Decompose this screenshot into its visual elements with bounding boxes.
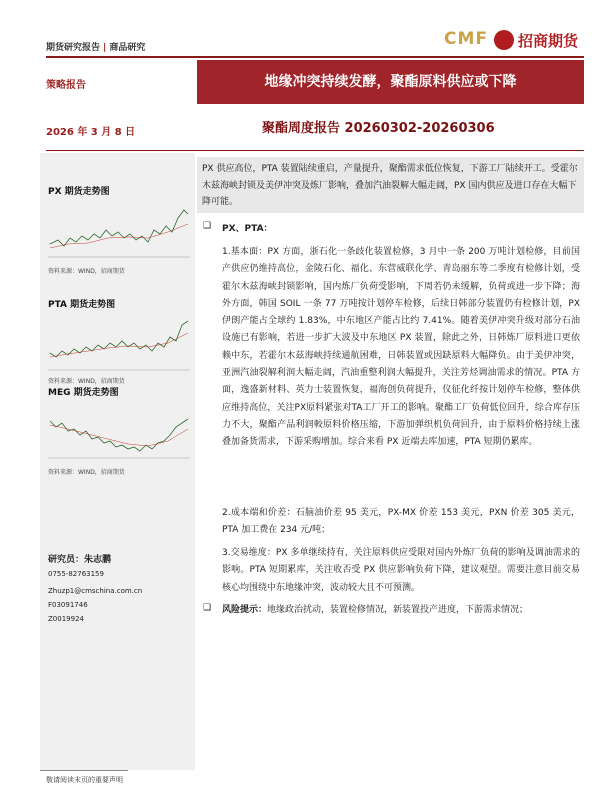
risk-paragraph [222, 602, 580, 619]
cost-spread-paragraph: 2.成本端和价差：石脑油价差 95 美元，PX-MX 价差 153 美元，PXN 价差 305 美元，PTA 加工费在 234 元/吨； [222, 508, 580, 536]
px-chart-source: 资料来源：WIND，招商期货 [48, 268, 125, 275]
header-rule [46, 56, 584, 58]
report-type-header [46, 40, 145, 53]
pta-futures-chart [48, 313, 190, 371]
certificate-number-2: Z0019924 [48, 615, 84, 623]
report-date: 2026 年 3 月 8 日 [46, 127, 136, 138]
disclaimer-note: 敬请阅读末页的重要声明 [46, 776, 123, 784]
footer-rule [40, 770, 128, 771]
meg-chart-title: MEG 期货走势图 [48, 388, 119, 398]
px-futures-chart [48, 200, 190, 258]
fundamentals-paragraph: 1.基本面：PX 方面，浙石化一条歧化装置检修，3 月中一条 200 万吨计划检修，目前国产供应仍维持高位，金陵石化、福化、东营威联化学、青岛丽东等二季度有检修计划，受霍尔木兹海峡封锁影响，国内炼厂负荷受影响，下周若仍未缓解，负荷或进一步下降；海外方面，韩国 SOIL 一条 77 万吨按计划停车检修，后续日韩部分装置仍有检修计划，PX 伊朗产能占全球约 1.83%，中东地区产能占比约 7.41%。随着美伊冲突升级对部分石油设施已有影响，若进一步扩大波及中东地区 PX 装置，除此之外，日韩炼厂原料进口更依赖中东，若霍尔木兹海峡持续通航困难，日韩装置或因缺原料大幅降负。由于美伊冲突，亚洲汽油裂解利润大幅走阔，汽油重整利润大幅提升，关注芳烃调油需求的情况。PTA 方面，逸盛新材料、英力士装置恢复，福海创负荷提升，仪征化纤按计划停车检修，整体供应维持高位，关注PX原料紧张对TA工厂开工的影响。聚酯工厂负荷低位回升，综合库存压力不大，聚酯产品利润較原料价格压缩，下游加弹织机负荷回升，由于原料价格持续上涨叠加备货需求，下游采购增加。综合来看 PX 近端去库加速，PTA 短期仍累库。 [222, 247, 580, 448]
commodity-research-label: 商品研究 [109, 43, 146, 53]
header-separator: | [103, 43, 107, 53]
summary-text: PX 供应高位，PTA 装置陆续重启，产量提升，聚酯需求低位恢复，下游工厂陆续开工。受霍尔木兹海峡封锁及美伊冲突及炼厂影响，叠加汽油裂解大幅走阔，PX 国内供应及进口存在大幅下降可能。 [202, 164, 578, 207]
section-bullet-icon: ❑ [203, 221, 212, 231]
risk-bullet-icon: ❑ [203, 603, 212, 613]
researcher-email: Zhuzp1@cmschina.com.cn [48, 587, 143, 595]
logo-en-text: CMF [444, 29, 489, 49]
px-chart-title: PX 期货走势图 [48, 187, 110, 197]
company-logo [444, 27, 584, 57]
trading-paragraph: 3.交易维度：PX 多单继续持有，关注原料供应受限对国内外炼厂负荷的影响及调油需求的影响。PTA 短期累库，关注收否受 PX 供应影响负荷下降，建议观望。需要注意目前交易核心均围绕中东地缘冲突，波动较大且不可预测。 [222, 548, 580, 593]
report-subtitle: 聚酯周度报告 20260302-20260306 [262, 121, 495, 136]
meg-chart-source: 资料来源：WIND，招商期货 [48, 469, 125, 476]
certificate-number-1: F03091746 [48, 601, 88, 609]
pta-chart-source: 资料来源：WIND，招商期货 [48, 378, 125, 385]
meg-futures-chart [48, 401, 190, 459]
report-type-label: 期货研究报告 [46, 43, 101, 53]
report-category: 策略报告 [46, 80, 86, 91]
report-title: 地缘冲突持续发酵，聚酯原料供应或下降 [264, 74, 517, 90]
researcher-name: 研究员：朱志鹏 [48, 555, 112, 565]
section-title: PX、PTA： [222, 224, 273, 234]
logo-cn-text: 招商期货 [518, 32, 579, 50]
risk-label: 风险提示： [222, 605, 268, 615]
title-rule [46, 150, 584, 151]
researcher-phone: 0755-82763159 [48, 570, 104, 578]
logo-seal-icon [494, 30, 514, 50]
risk-text: 地缘政治扰动，装置检修情况，新装置投产进度，下游需求情况； [267, 605, 529, 615]
pta-chart-title: PTA 期货走势图 [48, 300, 116, 310]
